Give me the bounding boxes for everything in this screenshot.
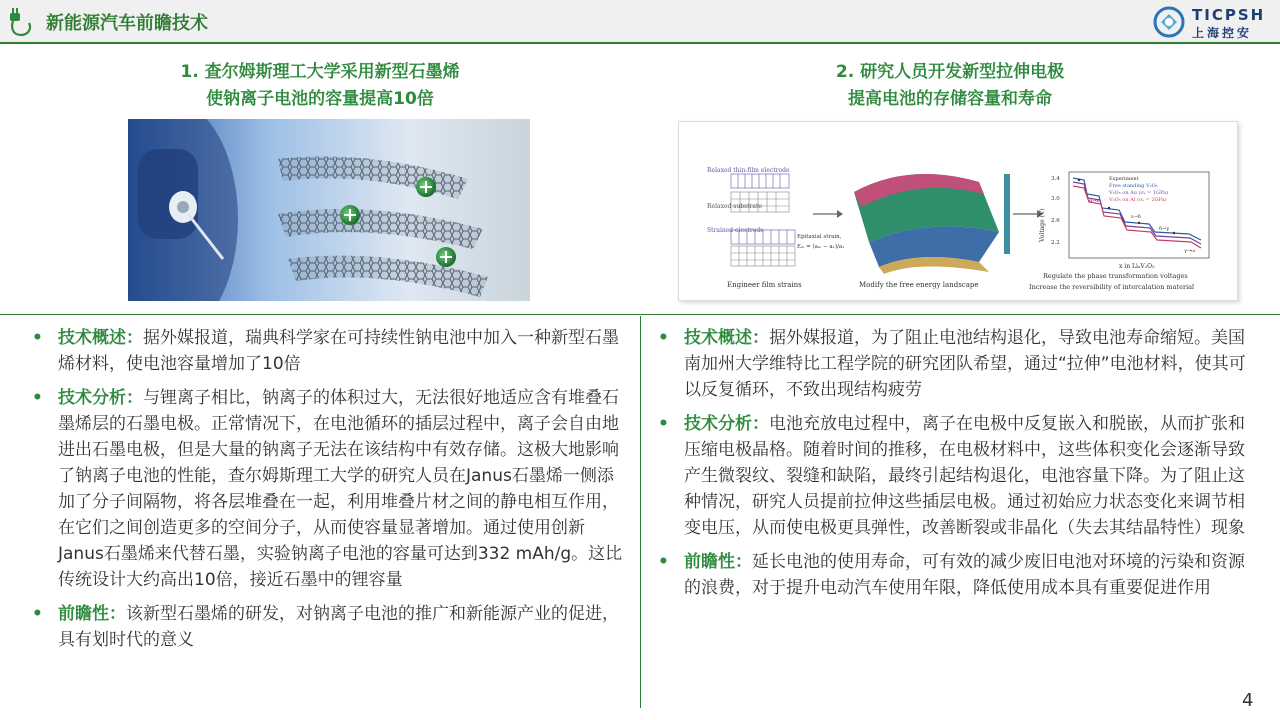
strain-formula: Eₘ = (aₘ − a₁)/a₁ xyxy=(797,244,845,250)
phase-label-4: γ→ω xyxy=(1184,248,1196,254)
bullet-dot-icon: • xyxy=(658,552,669,572)
bullet-item xyxy=(30,601,630,653)
bullet-dot-icon: • xyxy=(658,328,669,348)
page-number: 4 xyxy=(1242,690,1254,711)
bullet-dot-icon: • xyxy=(32,604,43,624)
bullet-item xyxy=(30,385,630,593)
vertical-divider xyxy=(640,316,641,708)
bullet-dot-icon: • xyxy=(658,414,669,434)
panel3-caption-2: Increase the reversibility of intercalation material xyxy=(1029,283,1195,291)
logo-mark-icon xyxy=(1152,6,1186,38)
right-section-title xyxy=(720,59,1180,113)
y-axis-label: Voltage (V) xyxy=(1039,208,1046,242)
phase-label-3: δ→γ xyxy=(1159,226,1170,232)
graphene-battery-image xyxy=(128,119,530,301)
page-title: 新能源汽车前瞻技术 xyxy=(46,13,208,34)
left-title-line1: 1. 查尔姆斯理工大学采用新型石墨烯 xyxy=(180,62,460,82)
bullet-label: 技术概述： xyxy=(58,328,143,348)
stretched-electrode-figure xyxy=(678,121,1238,301)
right-title-line2: 提高电池的存储容量和寿命 xyxy=(848,89,1052,109)
plug-icon xyxy=(8,7,34,37)
bullet-text: 该新型石墨烯的研发，对钠离子电池的推广和新能源产业的促进，具有划时代的意义 xyxy=(58,604,619,650)
bullet-label: 技术概述： xyxy=(684,328,769,348)
bullet-item xyxy=(656,325,1256,403)
panel2-caption: Modify the free energy landscape xyxy=(859,281,979,289)
relaxed-film-label: Relaxed thin-film electrode xyxy=(707,167,790,174)
legend-2: Free standing V₂O₅ xyxy=(1109,183,1158,189)
ytick-1: 3.4 xyxy=(1051,176,1060,182)
legend-3: V₂O₅ on Au (σₛ = 1GPa) xyxy=(1109,190,1169,196)
bullet-text: 与锂离子相比，钠离子的体积过大，无法很好地适应含有堆叠石墨烯层的石墨电极。正常情况下，在电池循环的插层过程中，离子会自由地进出石墨电极，但是大量的钠离子无法在该结构中有效存储。这极大地影响了钠离子电池的性能，查尔姆斯理工大学的研究人员在Janus石墨烯一侧添加了分子间隔物，将各层堆叠在一起，利用堆叠片材之间的静电相互作用，在它们之间创造更多的空间分子，从而使容量显著增加。通过使用创新Janus石墨烯来代替石墨，实验钠离子电池的容量可达到332 mAh/g。这比传统设计大约高出10倍，接近石墨中的锂容量 xyxy=(58,388,623,590)
right-bullet-list xyxy=(656,325,1256,609)
panel3-caption-1: Regulate the phase transformation voltages xyxy=(1043,272,1188,280)
bullet-text: 延长电池的使用寿命，可有效的减少废旧电池对环境的污染和资源的浪费，对于提升电动汽车使用年限，降低使用成本具有重要促进作用 xyxy=(684,552,1245,598)
x-axis-label: x in LiₓV₂O₅ xyxy=(1119,263,1155,270)
bullet-label: 技术分析： xyxy=(684,414,769,434)
electrode-schematic xyxy=(679,122,1237,300)
ytick-4: 2.2 xyxy=(1051,240,1060,246)
bullet-label: 前瞻性： xyxy=(58,604,126,624)
phase-label-1: α→ε xyxy=(1089,198,1100,204)
bullet-dot-icon: • xyxy=(32,328,43,348)
strained-electrode-label: Strained electrode xyxy=(707,227,764,234)
panel1-caption: Engineer film strains xyxy=(727,281,802,289)
bullet-text: 据外媒报道，为了阻止电池结构退化，导致电池寿命缩短。美国南加州大学维特比工程学院的研究团队希望，通过“拉伸”电池材料，使其可以反复循环，不致出现结构疲劳 xyxy=(684,328,1246,400)
bullet-item xyxy=(656,411,1256,541)
legend-1: Experiment xyxy=(1109,176,1139,182)
bullet-text: 电池充放电过程中，离子在电极中反复嵌入和脱嵌，从而扩张和压缩电极晶格。随着时间的推移，在电极材料中，这些体积变化会逐渐导致产生微裂纹、裂缝和缺陷，最终引起结构退化，电池容量下降。为了阻止这种情况，研究人员提前拉伸这些插层电极。通过初始应力状态变化来调节相变电压，从而使电极更具弹性，改善断裂或非晶化（失去其结晶特性）现象 xyxy=(684,414,1245,538)
logo-name: TICPSH xyxy=(1192,6,1266,24)
ytick-2: 3.0 xyxy=(1051,196,1060,202)
legend-4: V₂O₅ on Al (σₛ = 2GPa) xyxy=(1109,197,1167,203)
bullet-text: 据外媒报道，瑞典科学家在可持续性钠电池中加入一种新型石墨烯材料，使电池容量增加了10倍 xyxy=(58,328,619,374)
bullet-item xyxy=(30,325,630,377)
epitaxial-label: Epitaxial strain, xyxy=(797,234,842,240)
bullet-dot-icon: • xyxy=(32,388,43,408)
left-section-title xyxy=(90,59,550,113)
company-logo xyxy=(1152,4,1270,40)
logo-subtitle: 上海控安 xyxy=(1192,26,1253,40)
bullet-label: 技术分析： xyxy=(58,388,143,408)
relaxed-substrate-label: Relaxed substrate xyxy=(707,203,762,210)
bullet-item xyxy=(656,549,1256,601)
phase-label-2: ε→δ xyxy=(1131,214,1141,220)
graphene-illustration xyxy=(128,119,530,301)
left-title-line2: 使钠离子电池的容量提高10倍 xyxy=(206,89,434,109)
ytick-3: 2.6 xyxy=(1051,218,1060,224)
horizontal-divider xyxy=(0,314,1280,315)
header-bar xyxy=(0,0,1280,44)
left-bullet-list xyxy=(30,325,630,661)
bullet-label: 前瞻性： xyxy=(684,552,752,572)
right-title-line1: 2. 研究人员开发新型拉伸电极 xyxy=(835,62,1065,82)
